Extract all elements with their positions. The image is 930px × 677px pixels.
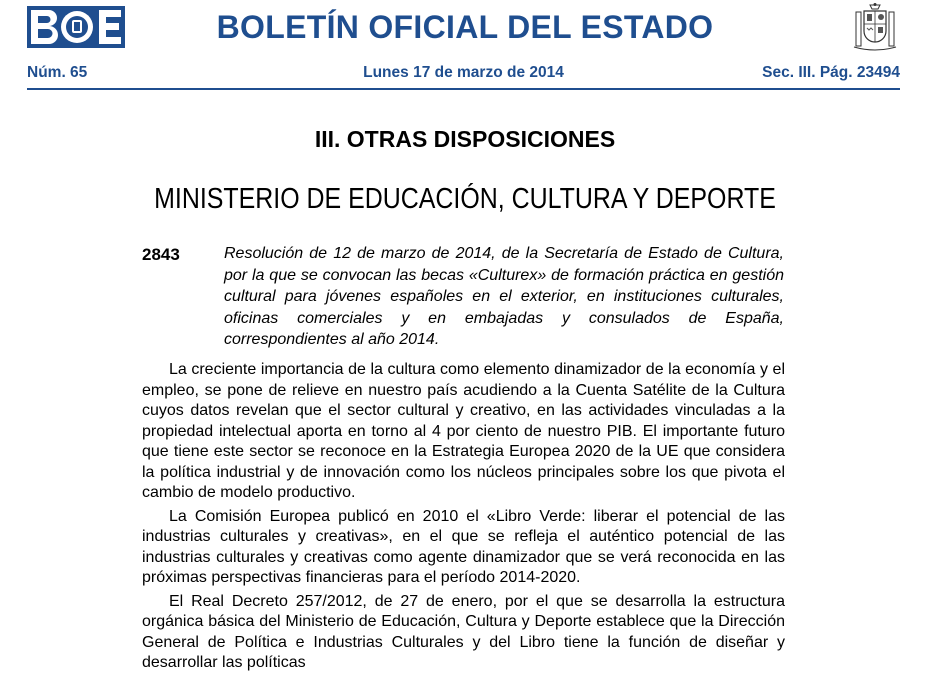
paragraph: La Comisión Europea publicó en 2010 el «Libro Verde: liberar el potencial de las industrias culturales y creativas», en el que se refleja el auténtico potencial de las industrias culturales y creativas como agente dinamizador que se verá reconocida en las próximas perspectivas financieras para el período 2014-2020.	[142, 507, 785, 586]
document-body	[142, 360, 785, 677]
coat-of-arms-icon	[852, 2, 898, 52]
resolution-summary: Resolución de 12 de marzo de 2014, de la Secretaría de Estado de Cultura, por la que se convocan las becas «Culturex» de formación práctica en gestión cultural para jóvenes españoles en el exterior, en instituciones culturales, oficinas comerciales y en embajadas y consulados de España, correspondientes al año 2014.	[224, 245, 784, 349]
issue-number: Núm. 65	[27, 64, 88, 81]
paragraph: La creciente importancia de la cultura como elemento dinamizador de la economía y el empleo, se pone de relieve en nuestro país acudiendo a la Cuenta Satélite de la Cultura cuyos datos revelan que el sector cultural y creativo, en las actividades vinculadas a la propiedad intelectual aporta en torno al 4 por ciento de nuestro PIB. El importante futuro que tiene este sector se reconoce en la Estrategia Europea 2020 de la UE que considera la política industrial y de innovación como los núcleos principales sobre los que pivota el cambio de modelo productivo.	[142, 361, 785, 501]
reference-number: 2843	[142, 245, 180, 264]
section-page: Sec. III. Pág. 23494	[762, 64, 900, 81]
gazette-info-row	[27, 64, 900, 86]
paragraph: El Real Decreto 257/2012, de 27 de enero, por el que se desarrolla la estructura orgánica básica del Ministerio de Educación, Cultura y Deporte establece que la Dirección General de Política e Industrias Culturales y del Libro tiene la función de diseñar y desarrollar las políticas	[142, 592, 785, 671]
boe-logo	[27, 6, 125, 48]
ministry-title: MINISTERIO DE EDUCACIÓN, CULTURA Y DEPORTE	[154, 183, 776, 215]
section-title: III. OTRAS DISPOSICIONES	[314, 126, 616, 152]
issue-date: Lunes 17 de marzo de 2014	[363, 64, 564, 81]
gazette-title: BOLETÍN OFICIAL DEL ESTADO	[216, 9, 714, 45]
header-divider	[27, 88, 900, 90]
